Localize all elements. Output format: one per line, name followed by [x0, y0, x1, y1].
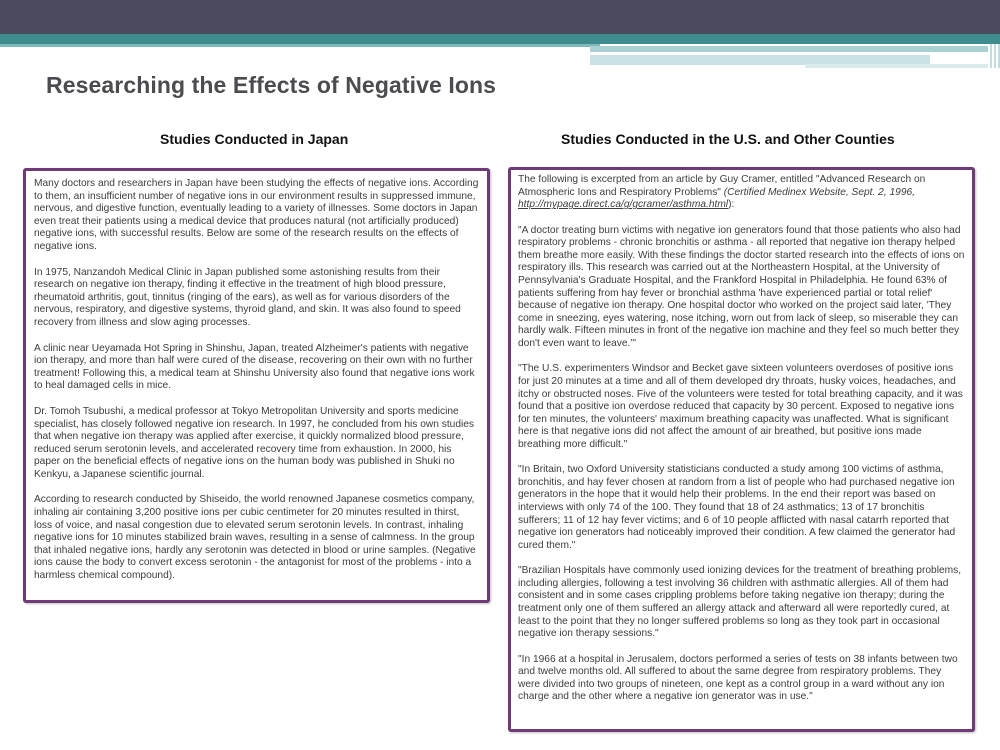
intro-paragraph — [518, 174, 966, 212]
header-accent-bar-faint — [805, 64, 1000, 68]
japan-paragraph: A clinic near Ueyamada Hot Spring in Shinshu, Japan, treated Alzheimer's patients with negative ion therapy, and more than half were cured of the disease, recovering on their own with no further treatment! Following this, a medical team at Shinshu University also found that negative ions work to heal damaged cells in mice. — [34, 342, 475, 392]
header-teal-line — [0, 44, 600, 47]
page-title: Researching the Effects of Negative Ions — [46, 72, 497, 98]
japan-paragraph: In 1975, Nanzandoh Medical Clinic in Japan published some astonishing results from their research on negative ion therapy, finding it effective in the treatment of high blood pressure, rheumatoid arthritis, gout, tinnitus (ringing of the ears), as well as for various disorders of the nervous, respiratory, and digestive systems, thyroid gland, and skin. It was also found to speed recovery from illness and slow aging processes. — [34, 266, 461, 328]
right-column-heading: Studies Conducted in the U.S. and Other Counties — [561, 131, 895, 147]
japan-paragraph: Dr. Tomoh Tsubushi, a medical professor at Tokyo Metropolitan University and sports medicine specialist, has closely followed negative ion research. In 1997, he concluded from his own studies that when negative ion therapy was applied after exercise, it quickly normalized blood pressure, reduced serum serotonin levels, and accelerated recovery time from exhaustion. In 2000, his paper on the beneficial effects of negative ions on the human body was published in Shuki no Kenkyu, a Japanese scientific journal. — [34, 405, 475, 480]
japan-paragraph: According to research conducted by Shiseido, the world renowned Japanese cosmetics company, inhaling air containing 3,200 positive ions per cubic centimeter for 20 minutes resulted in thirst, loss of voice, and nasal congestion due to elevated serum serotonin levels. In contrast, inhaling negative ions for 10 minutes stabilized brain waves, resulting in a sense of calmness. In the group that inhaled negative ions, hardly any serotonin was detected in blood or urine samples. (Negative ions cause the body to convert excess serotonin - the antagonist for most of the problems - into a harmless chemical compound). — [34, 494, 476, 582]
us-paragraph: "Brazilian Hospitals have commonly used ionizing devices for the treatment of breathing problems, including allergies, following a test involving 36 children with asthmatic allergies. All of them had consistent and in some cases crippling problems before taking negative ion therapy; during the treatment only one of them suffered an allergy attack and afterward all were reportedly cured, at least to the point that they no longer suffered problems so long as they took part in occasional negative ion therapy sessions." — [518, 565, 962, 640]
us-paragraph: "In Britain, two Oxford University statisticians conducted a study among 100 victims of asthma, bronchitis, and hay fever chosen at random from a list of people who had purchased negative ion generators in the hope that it would help their problems. In the end their report was based on interviews with only 74 of the 100. They found that 18 of 24 asthmatics; 13 of 17 bronchitis sufferers; 11 of 12 hay fever victims; and 6 of 10 people afflicted with nasal catarrh reported that negative ion generators had noticeably improved their condition. A few claimed the generator had cured them." — [518, 464, 956, 551]
us-paragraph: "A doctor treating burn victims with negative ion generators found that those patients who also had respiratory problems - chronic bronchitis or asthma - all reported that negative ion therapy helped them breathe more easily. With these findings the doctor started research into the effects of ions on respiratory ills. This research was carried out at the Northeastern Hospital, at the University of Pennsylvania's Graduate Hospital, and the Frankford Hospital in Philadelphia. He found 63% of patients suffering from hay fever or bronchial asthma 'have experienced partial or total relief' because of negative ion therapy. One hospital doctor who worked on the project said later, 'They come in sneezing, eyes watering, nose itching, worn out from lack of sleep, so miserable they can hardly walk. Fifteen minutes in front of the negative ion machine and they feel so much better they don't even want to leave.'" — [518, 224, 965, 349]
left-column-heading: Studies Conducted in Japan — [160, 131, 349, 147]
header-band-teal — [0, 34, 1000, 44]
us-paragraph: "The U.S. experimenters Windsor and Becket gave sixteen volunteers overdoses of positive ions for just 20 minutes at a time and all of them developed dry throats, husky voices, headaches, and itchy or obstructed noses. Five of the volunteers were tested for total breathing capacity, and it was found that a positive ion overdose reduced that capacity by 30 percent. Exposed to negative ions for ten minutes, the volunteers' maximum breathing capacity was unaffected. What is significant here is that negative ions did not affect the amount of air breathed, but positive ions made breathing more difficult." — [518, 363, 963, 450]
japan-paragraph: Many doctors and researchers in Japan have been studying the effects of negative ions. According to them, an insufficient number of negative ions in our environment results in suppressed immune, nervous, and digestive function, eventually leading to a variety of illnesses. Some doctors in Japan even treat their patients using a medical device that produces natural (not artificially produced) negative ions, with successful results. Below are some of the research results on the effects of negative ions. — [34, 178, 479, 252]
japan-studies-panel — [23, 168, 490, 603]
citation-source: (Certified Medinex Website, Sept. 2, 1996, — [723, 186, 915, 198]
us-paragraph: "In 1966 at a hospital in Jerusalem, doctors performed a series of tests on 38 infants between two and twelve months old. All suffered to about the same degree from respiratory problems. They were divided into two groups of nineteen, one kept as a control group in a ward without any ion charge and the other where a negative ion generator was in use." — [518, 653, 958, 703]
intro-text: The following is excerpted from an article by Guy Cramer, entitled "Advanced Research on Atmospheric Ions and Respiratory Problems" — [518, 174, 926, 198]
citation-url[interactable]: http://mypage.direct.ca/g/gcramer/asthma.html — [518, 199, 729, 211]
us-studies-panel — [508, 167, 975, 732]
header-band-dark — [0, 0, 1000, 34]
header-edge-pattern — [988, 44, 1000, 68]
citation-close: ): — [728, 199, 735, 211]
header-accent-bar — [590, 46, 1000, 52]
